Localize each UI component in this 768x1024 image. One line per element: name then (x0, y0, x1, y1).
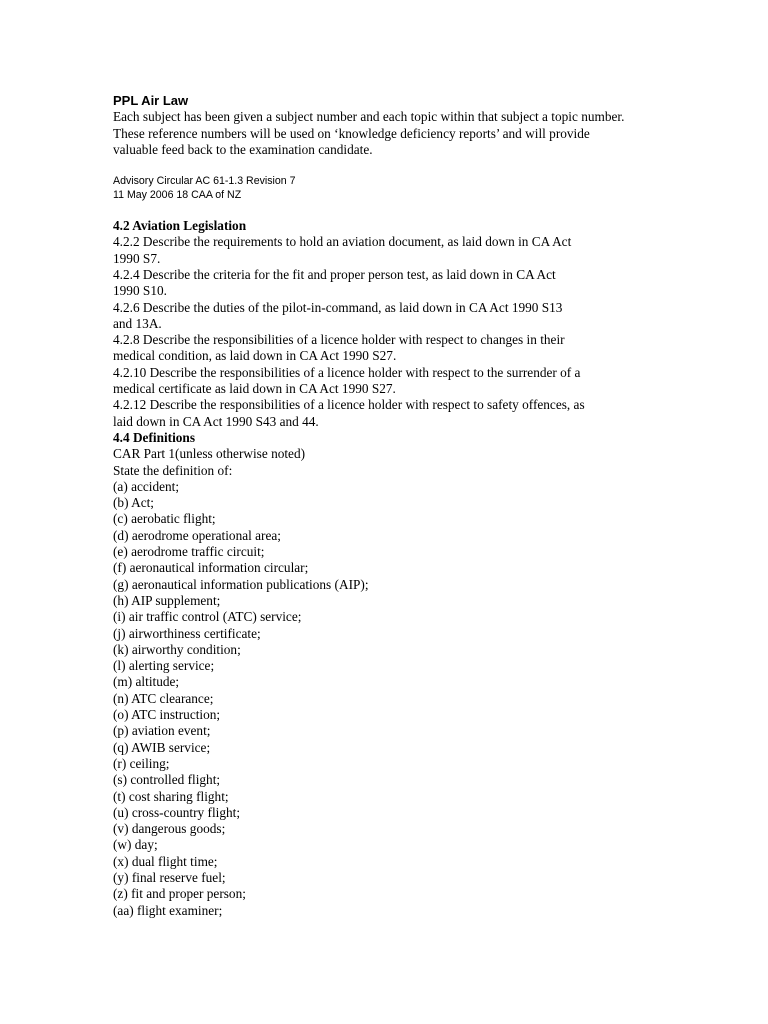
section-body (113, 234, 673, 430)
section-heading: 4.4 Definitions (113, 429, 196, 445)
list-item: (g) aeronautical information publications (AIP); (113, 576, 369, 592)
list-item: (o) ATC instruction; (113, 707, 221, 723)
section-aviation-legislation (113, 218, 673, 430)
text-line: 1990 S7. (113, 250, 161, 266)
advisory-circular-reference (113, 175, 673, 202)
list-item: (h) AIP supplement; (113, 592, 221, 608)
intro-line: Each subject has been given a subject number and each topic within that subject a topic number. (113, 109, 625, 124)
list-item: (q) AWIB service; (113, 739, 211, 755)
list-item: (d) aerodrome operational area; (113, 527, 281, 543)
list-item: (t) cost sharing flight; (113, 788, 229, 804)
text-line: and 13A. (113, 315, 162, 331)
circular-line: 11 May 2006 18 CAA of NZ (113, 188, 242, 201)
section-definitions (113, 430, 673, 919)
list-item: CAR Part 1(unless otherwise noted) (113, 446, 306, 462)
list-item: (b) Act; (113, 495, 154, 511)
text-line: 4.2.10 Describe the responsibilities of a licence holder with respect to the surrender of a (113, 364, 581, 380)
list-item: State the definition of: (113, 462, 233, 478)
list-item: (w) day; (113, 837, 158, 853)
document-title: PPL Air Law (113, 93, 189, 108)
list-item: (r) ceiling; (113, 755, 170, 771)
text-line: medical certificate as laid down in CA Act 1990 S27. (113, 381, 396, 397)
text-line: 4.2.6 Describe the duties of the pilot-in-command, as laid down in CA Act 1990 S13 (113, 299, 563, 315)
list-item: (s) controlled flight; (113, 772, 221, 788)
list-item: (z) fit and proper person; (113, 886, 246, 902)
list-item: (v) dangerous goods; (113, 821, 226, 837)
list-item: (aa) flight examiner; (113, 902, 223, 918)
list-item: (p) aviation event; (113, 723, 211, 739)
list-item: (n) ATC clearance; (113, 690, 214, 706)
section-heading: 4.2 Aviation Legislation (113, 218, 247, 234)
document-page (113, 92, 673, 919)
list-item: (l) alerting service; (113, 658, 215, 674)
list-item: (e) aerodrome traffic circuit; (113, 544, 265, 560)
definitions-list (113, 446, 673, 919)
intro-line: These reference numbers will be used on ‘knowledge deficiency reports’ and will provide (113, 125, 590, 141)
text-line: 1990 S10. (113, 283, 167, 299)
text-line: 4.2.4 Describe the criteria for the fit and proper person test, as laid down in CA Act (113, 267, 556, 282)
text-line: laid down in CA Act 1990 S43 and 44. (113, 413, 319, 429)
list-item: (u) cross-country flight; (113, 804, 241, 820)
list-item: (k) airworthy condition; (113, 641, 241, 657)
intro-line: valuable feed back to the examination candidate. (113, 142, 373, 158)
list-item: (y) final reserve fuel; (113, 869, 226, 885)
circular-line: Advisory Circular AC 61-1.3 Revision 7 (113, 175, 296, 188)
text-line: 4.2.8 Describe the responsibilities of a licence holder with respect to changes in their (113, 332, 565, 348)
list-item: (m) altitude; (113, 674, 180, 690)
text-line: medical condition, as laid down in CA Act 1990 S27. (113, 348, 397, 364)
text-line: 4.2.12 Describe the responsibilities of a licence holder with respect to safety offences, as (113, 397, 585, 413)
text-line: 4.2.2 Describe the requirements to hold an aviation document, as laid down in CA Act (113, 234, 572, 250)
intro-paragraph (113, 109, 658, 159)
list-item: (x) dual flight time; (113, 853, 218, 869)
list-item: (a) accident; (113, 478, 180, 494)
list-item: (i) air traffic control (ATC) service; (113, 609, 302, 625)
list-item: (j) airworthiness certificate; (113, 625, 261, 641)
list-item: (f) aeronautical information circular; (113, 560, 309, 576)
list-item: (c) aerobatic flight; (113, 511, 216, 527)
